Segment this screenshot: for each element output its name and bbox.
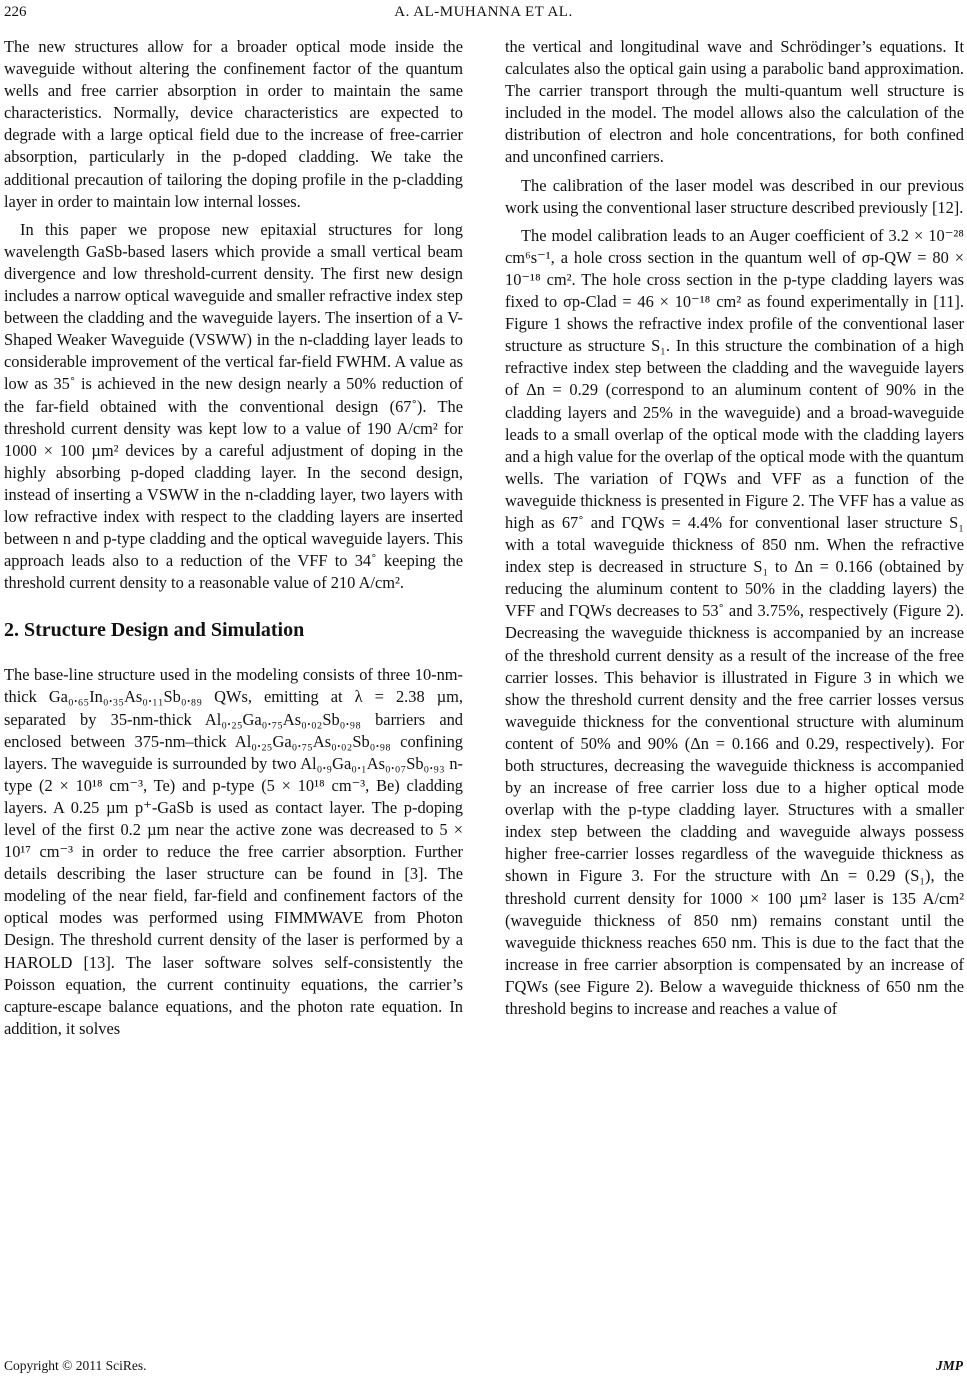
right-column [505, 36, 964, 1020]
paragraph: In this paper we propose new epitaxial structures for long wavelength GaSb-based lasers which provide a small vertical beam divergence and low threshold-current density. The first new design includes a narrow optical waveguide and smaller refractive index step between the cladding and the waveguide layers. The insertion of a V-Shaped Weaker Waveguide (VSWW) in the n-cladding layer leads to considerable improvement of the vertical far-field FWHM. A value as low as 35˚ is achieved in the new design nearly a 50% reduction of the far-field obtained with the conventional design (67˚). The threshold current density was kept low to a value of 190 A/cm² for 1000 × 100 µm² devices by a careful adjustment of doping in the highly absorbing p-doped cladding layer. In the second design, instead of inserting a VSWW in the n-cladding layer, two layers with low refractive index with respect to the cladding layers are inserted between n and p-type cladding and the optical waveguide layers. This approach leads also to a reduction of the VFF to 34˚ keeping the threshold current density to a reasonable value of 210 A/cm². [4, 219, 463, 593]
paragraph: The base-line structure used in the modeling consists of three 10-nm-thick Ga₀.₆₅In₀.₃₅As₀.₁₁Sb₀.₈₉ QWs, emitting at λ = 2.38 µm, separated by 35-nm-thick Al₀.₂₅Ga₀.₇₅As₀.₀₂Sb₀.₉₈ barriers and enclosed between 375-nm–thick Al₀.₂₅Ga₀.₇₅As₀.₀₂Sb₀.₉₈ confining layers. The waveguide is surrounded by two Al₀.₉Ga₀.₁As₀.₀₇Sb₀.₉₃ n-type (2 × 10¹⁸ cm⁻³, Te) and p-type (5 × 10¹⁸ cm⁻³, Be) cladding layers. A 0.25 µm p⁺-GaSb is used as contact layer. The p-doping level of the first 0.2 µm near the active zone was decreased to 5 × 10¹⁷ cm⁻³ in order to reduce the free carrier absorption. Further details describing the laser structure can be found in [3]. The modeling of the near field, far-field and confinement factors of the optical modes was performed using FIMMWAVE from Photon Design. The threshold current density of the laser is performed by a HAROLD [13]. The laser software solves self-consistently the Poisson equation, the current continuity equations, the carrier’s capture-escape balance equations, and the photon rate equation. In addition, it solves [4, 665, 463, 1038]
section-heading: 2. Structure Design and Simulation [4, 619, 305, 642]
left-column [4, 36, 463, 1040]
paragraph: The new structures allow for a broader optical mode inside the waveguide without altering the confinement factor of the quantum wells and free carrier absorption in order to maintain the same characteristics. Normally, device characteristics are expected to degrade with a large optical field due to the increase of free-carrier absorption, particularly in the p-doped cladding. We take the additional precaution of tailoring the doping profile in the p-cladding layer in order to maintain low internal losses. [4, 37, 463, 211]
running-title: A. AL-MUHANNA ET AL. [394, 4, 573, 20]
paragraph: The calibration of the laser model was described in our previous work using the conventional laser structure described previously [12]. [505, 175, 964, 217]
copyright-notice: Copyright © 2011 SciRes. [4, 1358, 147, 1373]
paragraph: the vertical and longitudinal wave and Schrödinger’s equations. It calculates also the optical gain using a parabolic band approximation. The carrier transport through the multi-quantum well structure is included in the model. The model allows also the calculation of the distribution of electron and hole concentrations, for both confined and unconfined carriers. [505, 37, 964, 167]
paragraph: The model calibration leads to an Auger coefficient of 3.2 × 10⁻²⁸ cm⁶s⁻¹, a hole cross section in the quantum well of σp-QW = 80 × 10⁻¹⁸ cm². The hole cross section in the p-type cladding layers was fixed to σp-Clad = 46 × 10⁻¹⁸ cm² as found experimentally in [11]. Figure 1 shows the refractive index profile of the conventional laser structure as structure S₁. In this structure the combination of a high refractive index step between the cladding and the waveguide layers of Δn = 0.29 (correspond to an aluminum content of 90% in the cladding layers and 25% in the waveguide) and a broad-waveguide leads to a small overlap of the optical mode with the cladding layers and a high value for the overlap of the optical mode with the quantum wells. The variation of ΓQWs and VFF as a function of the waveguide thickness is presented in Figure 2. The VFF has a value as high as 67˚ and ΓQWs = 4.4% for conventional laser structure S₁ with a total waveguide thickness of 850 nm. When the refractive index step is decreased in structure S₁ to Δn = 0.166 (obtained by reducing the aluminum content to 50% in the cladding layers) the VFF and ΓQWs decreases to 53˚ and 3.75%, respectively (Figure 2). Decreasing the waveguide thickness is accompanied by an increase of the threshold current density as a result of the increase of the free carrier losses. This behavior is illustrated in Figure 3 in which we show the threshold current density and the free carrier losses versus waveguide thickness for the conventional structure with aluminum content of 50% and 90% (Δn = 0.166 and 0.29, respectively). For both structures, decreasing the waveguide thickness is accompanied by an increase of free carrier loss due to a higher optical mode overlap with the p-type cladding layer. Structures with a smaller index step between the cladding and waveguide always possess higher free-carrier losses regardless of the waveguide thickness as shown in Figure 3. For the structure with Δn = 0.29 (S₁), the threshold current density for 1000 × 100 µm² laser is 135 A/cm² (waveguide thickness of 850 nm) remains constant until the waveguide thickness reaches 650 nm. This is due to the fact that the increase in free carrier absorption is compensated by an increase of ΓQWs (see Figure 2). Below a waveguide thickness of 650 nm the threshold begins to increase and reaches a value of [505, 225, 964, 1019]
journal-abbreviation: JMP [936, 1358, 963, 1373]
page-number: 226 [4, 4, 27, 20]
